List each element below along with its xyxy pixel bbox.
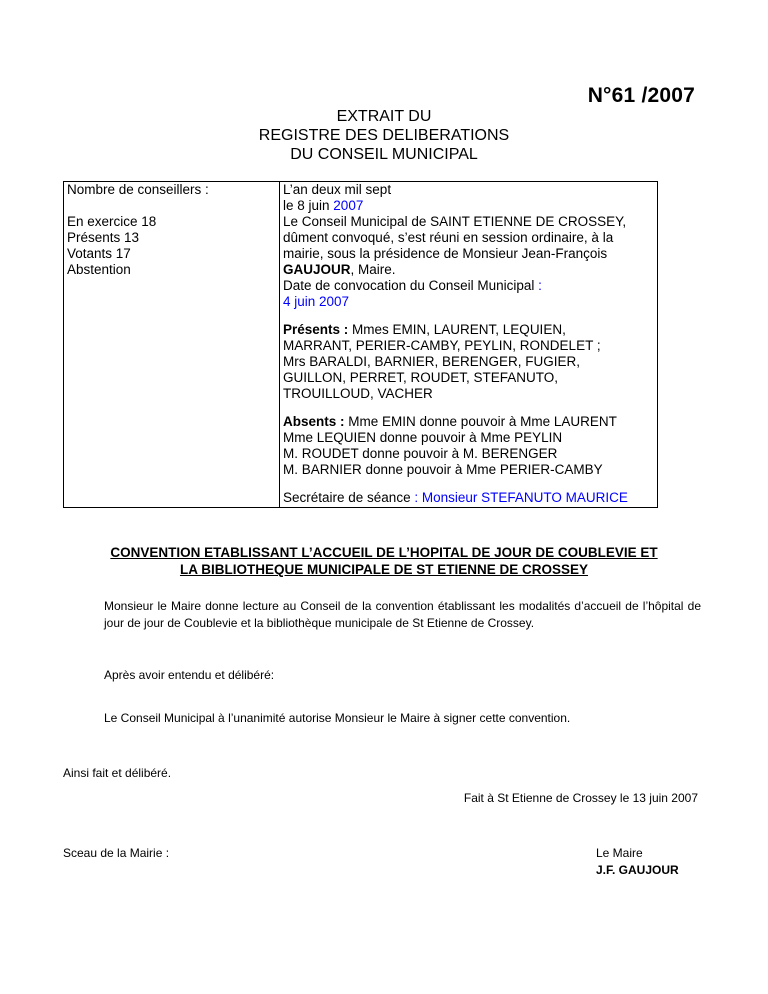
count-votants: Votants 17	[67, 246, 131, 261]
session-block	[283, 182, 654, 310]
signature-block	[596, 845, 679, 879]
count-abstention: Abstention	[67, 262, 131, 277]
absents-line-1	[283, 414, 654, 430]
header-line-1: EXTRAIT DU	[336, 108, 432, 125]
presents-line: TROUILLOUD, VACHER	[283, 386, 433, 401]
paragraph-lecture: Monsieur le Maire donne lecture au Conseil de la convention établissant les modalités d’accueil de l’hôpital de jour de jour de Coublevie et la bibliothèque municipale de St Etienne de Crossey.	[104, 599, 701, 630]
absents-label: Absents :	[283, 414, 345, 429]
convention-title-line-2: LA BIBLIOTHEQUE MUNICIPALE DE ST ETIENNE DE CROSSEY	[179, 562, 589, 577]
document-header	[0, 107, 768, 164]
absents-block	[283, 414, 654, 478]
signature-name: J.F. GAUJOUR	[596, 863, 679, 877]
count-presents: Présents 13	[67, 230, 140, 245]
signature-title: Le Maire	[596, 846, 643, 860]
seal-label: Sceau de la Mairie :	[63, 846, 170, 860]
secretaire-block	[283, 490, 654, 507]
mayor-suffix: , Maire.	[350, 262, 396, 277]
absents-line: M. BARNIER donne pouvoir à Mme PERIER-CAMBY	[283, 462, 603, 477]
mayor-name: GAUJOUR	[283, 262, 351, 277]
presents-line-1	[283, 322, 654, 338]
presents-line: MARRANT, PERIER-CAMBY, PEYLIN, RONDELET ;	[283, 338, 601, 353]
convention-title-line-1: CONVENTION ETABLISSANT L’ACCUEIL DE L’HOPITAL DE JOUR DE COUBLEVIE ET	[110, 545, 658, 560]
header-line-3: DU CONSEIL MUNICIPAL	[290, 146, 478, 163]
counts-title: Nombre de conseillers :	[67, 182, 209, 197]
absents-line: Mme LEQUIEN donne pouvoir à Mme PEYLIN	[283, 430, 563, 445]
paragraph-apres: Après avoir entendu et délibéré:	[104, 668, 275, 682]
convocation-date: 4 juin 2007	[283, 294, 350, 309]
absents-line: M. ROUDET donne pouvoir à M. BERENGER	[283, 446, 558, 461]
secretaire-value: : Monsieur STEFANUTO MAURICE	[414, 490, 628, 505]
presents-line: GUILLON, PERRET, ROUDET, STEFANUTO,	[283, 370, 559, 385]
presents-label: Présents :	[283, 322, 349, 337]
document-number: N°61 /2007	[587, 84, 695, 107]
secretaire-label: Secrétaire de séance	[283, 490, 415, 505]
convention-title	[0, 544, 768, 578]
count-en-exercice: En exercice 18	[67, 214, 157, 229]
convocation-label: Date de convocation du Conseil Municipal	[283, 278, 539, 293]
session-cell	[280, 182, 658, 508]
session-mayor-line	[283, 262, 654, 278]
register-table	[63, 181, 658, 508]
session-line: mairie, sous la présidence de Monsieur Jean-François	[283, 246, 608, 261]
session-line: L’an deux mil sept	[283, 182, 392, 197]
session-date-line	[283, 198, 654, 214]
presents-line: Mrs BARALDI, BARNIER, BERENGER, FUGIER,	[283, 354, 581, 369]
paragraph-decision: Le Conseil Municipal à l’unanimité autorise Monsieur le Maire à signer cette convention.	[104, 711, 571, 725]
presents-block	[283, 322, 654, 402]
presents-text: Mmes EMIN, LAURENT, LEQUIEN,	[348, 322, 566, 337]
convocation-line	[283, 278, 654, 294]
session-date-text: le 8 juin	[283, 198, 334, 213]
absents-text: Mme EMIN donne pouvoir à Mme LAURENT	[344, 414, 617, 429]
session-line: dûment convoqué, s’est réuni en session ordinaire, à la	[283, 230, 614, 245]
place-date: Fait à St Etienne de Crossey le 13 juin 2007	[463, 791, 698, 805]
session-line: Le Conseil Municipal de SAINT ETIENNE DE CROSSEY,	[283, 214, 627, 229]
session-year: 2007	[333, 198, 364, 213]
header-line-2: REGISTRE DES DELIBERATIONS	[258, 127, 510, 144]
counts-cell	[64, 182, 280, 508]
paragraph-ainsi: Ainsi fait et délibéré.	[63, 766, 172, 780]
convocation-colon: :	[538, 278, 542, 293]
